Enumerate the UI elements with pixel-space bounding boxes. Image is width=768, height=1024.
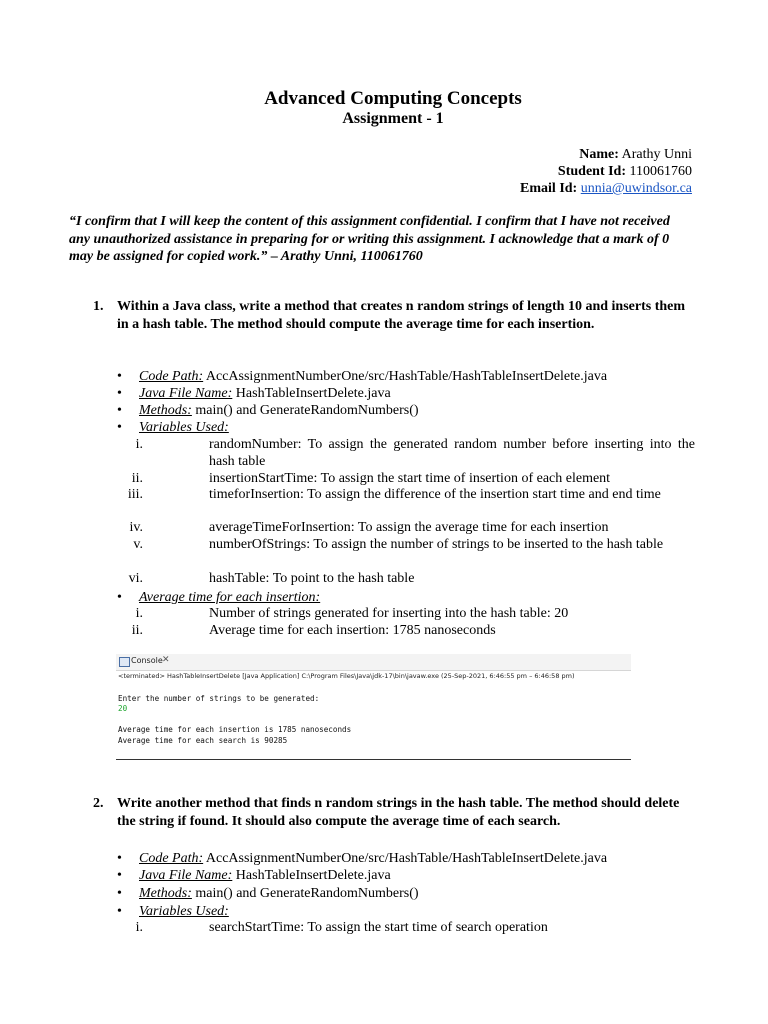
- console-line: Average time for each insertion is 1785 nanoseconds: [118, 725, 352, 734]
- bullet-label: Variables Used:: [139, 420, 229, 435]
- variable-item: [135, 920, 695, 937]
- bullet-value: main() and GenerateRandomNumbers(): [191, 403, 419, 418]
- variable-text: hashTable: To point to the hash table: [209, 571, 415, 586]
- console-tab-bar: [116, 654, 631, 671]
- variable-text: randomNumber: To assign the generated random number before inserting into the hash table: [209, 437, 695, 469]
- console-line: Enter the number of strings to be generated:: [118, 694, 320, 703]
- bullet-dot: •: [117, 868, 122, 883]
- bullet-value: main() and GenerateRandomNumbers(): [191, 886, 419, 901]
- question-number: 2.: [93, 796, 104, 811]
- average-text: Average time for each insertion: 1785 nanoseconds: [209, 623, 496, 638]
- console-icon: [119, 657, 130, 667]
- bullet-dot: •: [117, 904, 122, 919]
- variable-text: timeforInsertion: To assign the difference of the insertion start time and end time: [209, 487, 661, 502]
- bullet-label: Code Path:: [139, 851, 204, 866]
- variable-text: searchStartTime: To assign the start time of search operation: [209, 920, 548, 935]
- declaration-text: “I confirm that I will keep the content of this assignment confidential. I confirm that I have not received any unauthorized assistance in preparing for or writing this assignment. I acknowledge that a mark of 0 may be assigned for copied work.” – Arathy Unni, 110061760: [69, 214, 670, 264]
- bullet-dot: •: [117, 851, 122, 866]
- bullet-label: Methods:: [139, 886, 192, 901]
- question-number: 1.: [93, 299, 104, 314]
- name-value: Arathy Unni: [621, 147, 692, 162]
- bullet-value: HashTableInsertDelete.java: [232, 386, 391, 401]
- bullet-value: AccAssignmentNumberOne/src/HashTable/HashTableInsertDelete.java: [203, 369, 608, 384]
- console-status: <terminated> HashTableInsertDelete [Java Application] C:\Program Files\Java\jdk-17\bin\javaw.exe (25-Sep-2021, 6:46:55 pm – 6:46:58 pm): [118, 672, 575, 680]
- email-label: Email Id:: [520, 181, 578, 196]
- question-2: [93, 795, 698, 830]
- question-1: [93, 298, 698, 333]
- roman-numeral: i.: [135, 606, 143, 621]
- variable-text: averageTimeForInsertion: To assign the average time for each insertion: [209, 520, 609, 535]
- bullet-dot: •: [117, 420, 122, 435]
- roman-numeral: i.: [135, 920, 143, 935]
- close-icon[interactable]: ✕: [162, 655, 170, 665]
- id-value: 110061760: [629, 164, 692, 179]
- bullet-label: Variables Used:: [139, 904, 229, 919]
- variable-item: [128, 571, 695, 588]
- console-input: 20: [118, 704, 128, 713]
- variable-text: insertionStartTime: To assign the start time of insertion of each element: [209, 471, 611, 486]
- bullet-dot: •: [117, 590, 122, 605]
- roman-numeral: iii.: [127, 487, 143, 502]
- console-tab-label[interactable]: Console: [131, 656, 163, 665]
- bullet-label: Java File Name:: [139, 868, 233, 883]
- average-item: [131, 623, 695, 640]
- bullet-dot: •: [117, 403, 122, 418]
- variable-item: [131, 471, 695, 488]
- variable-item: [135, 437, 695, 470]
- roman-numeral: ii.: [131, 471, 143, 486]
- console-screenshot: [116, 654, 631, 760]
- bullet-label: Average time for each insertion:: [139, 590, 321, 605]
- average-item: [135, 606, 695, 623]
- student-id: [558, 164, 692, 180]
- name-label: Name:: [579, 147, 619, 162]
- document-title: Advanced Computing Concepts: [264, 88, 522, 109]
- roman-numeral: vi.: [128, 571, 143, 586]
- variable-item: [127, 487, 695, 504]
- variable-item: [133, 537, 695, 554]
- student-email: [520, 181, 692, 197]
- bullet-label: Code Path:: [139, 369, 204, 384]
- question-text: Within a Java class, write a method that creates n random strings of length 10 and inserts them in a hash table. The method should compute the average time for each insertion.: [117, 299, 686, 332]
- email-link[interactable]: unnia@uwindsor.ca: [580, 181, 692, 196]
- bullet-value: AccAssignmentNumberOne/src/HashTable/HashTableInsertDelete.java: [203, 851, 608, 866]
- bullet-dot: •: [117, 386, 122, 401]
- bullet-label: Methods:: [139, 403, 192, 418]
- student-name: [579, 147, 692, 163]
- question-text: Write another method that finds n random strings in the hash table. The method should delete the string if found. It should also compute the average time of each search.: [117, 796, 680, 829]
- console-line: Average time for each search is 90285: [118, 736, 288, 745]
- average-text: Number of strings generated for inserting into the hash table: 20: [209, 606, 569, 621]
- bullet-dot: •: [117, 369, 122, 384]
- roman-numeral: i.: [135, 437, 143, 452]
- bullet-label: Java File Name:: [139, 386, 233, 401]
- variable-text: numberOfStrings: To assign the number of strings to be inserted to the hash table: [209, 537, 664, 552]
- variable-item: [129, 520, 695, 537]
- id-label: Student Id:: [557, 164, 627, 179]
- bullet-value: HashTableInsertDelete.java: [232, 868, 391, 883]
- roman-numeral: iv.: [129, 520, 143, 535]
- bullet-dot: •: [117, 886, 122, 901]
- document-subtitle: Assignment - 1: [342, 110, 444, 127]
- roman-numeral: v.: [133, 537, 143, 552]
- roman-numeral: ii.: [131, 623, 143, 638]
